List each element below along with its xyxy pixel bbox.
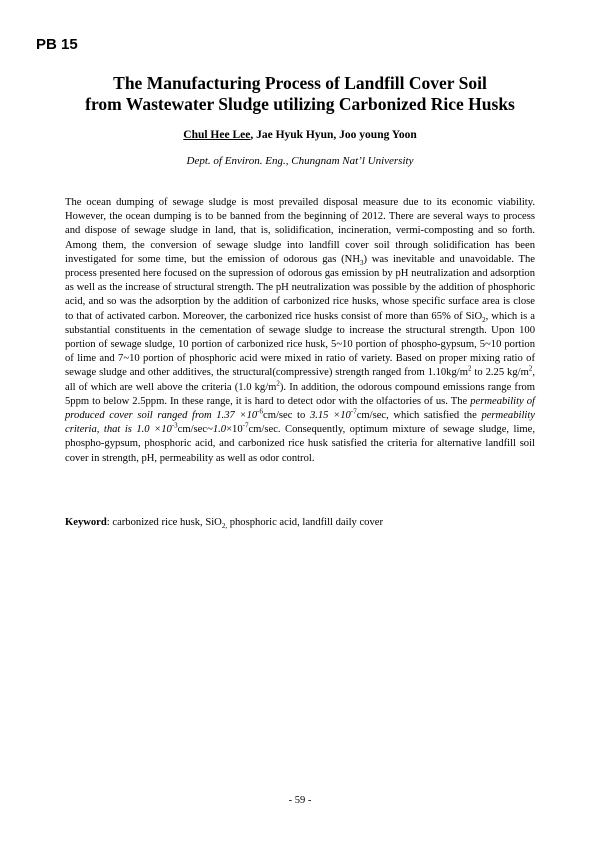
- abstract-text: cm/sec, which satisfied the: [356, 410, 482, 422]
- subscript: 2: [482, 315, 486, 324]
- abstract-text: ). In addition, the odorous compound emissions range from 5ppm to below 2.5ppm. In these range, it is hard to detect odor with the olfactories of us. The: [65, 381, 536, 407]
- author-list: [0, 129, 600, 141]
- title-line-2: from Wastewater Sludge utilizing Carbonized Rice Husks: [85, 94, 515, 114]
- title-line-1: The Manufacturing Process of Landfill Cover Soil: [113, 73, 487, 93]
- abstract-text: , which is a substantial constituents in the cementation of sewage sludge to increase the structural strength. Upon 100 portion of sewage sludge, 10 portion of carbonized rice husk, 5~10 portion of phospho-gypsum, 5~10 portion of lime and 7~10 portion of phosphoric acid were mixed in ratio of variety. Based on proper mixing ratio of sewage sludge and other additives, the structural(compressive) strength ranged from 1.10kg/m: [65, 310, 535, 379]
- co-authors: , Jae Hyuk Hyun, Joo young Yoon: [250, 129, 417, 141]
- keywords: [65, 517, 535, 531]
- abstract-italic: 1.0: [212, 424, 227, 436]
- abstract-text: ×10: [226, 424, 243, 436]
- superscript: -6: [257, 407, 264, 416]
- abstract-text: The ocean dumping of sewage sludge is most prevailed disposal measure due to its economic viability. However, the ocean dumping is to be banned from the beginning of 2012. There are several ways to process and dispose of sewage sludge in land, that is, solidification, incineration, vermi-composting and so forth. Among them, the conversion of sewage sludge into landfill cover soil through solidification has been investigated for some time, but the emission of odorous gas (NH: [65, 197, 535, 265]
- affiliation: Dept. of Environ. Eng., Chungnam Nat’l University: [186, 155, 414, 167]
- abstract-text: cm/sec~: [177, 424, 213, 436]
- superscript: -7: [350, 407, 357, 416]
- abstract-text: cm/sec to: [263, 410, 310, 422]
- superscript: 2: [276, 379, 280, 388]
- abstract-text: cm/sec. Consequently, optimum mixture of sewage sludge, lime, phospho-gypsum, phosphoric acid, and carbonized rice husk satisfied the criteria for alternative landfill soil cover in strength, pH, permeability as well as odor control.: [65, 424, 535, 464]
- abstract-italic: permeability of produced cover soil ranged from 1.37 ×10: [65, 395, 536, 422]
- abstract-text: to 2.25 kg/m: [471, 367, 529, 379]
- keyword-text: phosphoric acid, landfill daily cover: [227, 517, 383, 528]
- session-code: PB 15: [36, 36, 78, 53]
- abstract-text: ) was inevitable and unavoidable. The process presented here focused on the supression of odorous gas emission by pH neutralization and adsorption as well as the increase of structural strength. The pH neutralization was possible by the addition of phosphoric acid, and so was the adsorption by the addition of carbonized rice husks, whose specific surface area is close to that of activated carbon. Moreover, the carbonized rice husks consist of more than 65% of SiO: [65, 253, 536, 322]
- subscript: 2,: [221, 522, 228, 531]
- superscript: 2: [467, 364, 472, 373]
- subscript: 3: [359, 258, 364, 267]
- superscript: -7: [242, 421, 249, 430]
- abstract-body: [65, 196, 535, 466]
- paper-title: [50, 73, 550, 115]
- presenting-author: Chul Hee Lee: [183, 129, 251, 141]
- keyword-text: : carbonized rice husk, SiO: [106, 517, 222, 528]
- page-number: - 59 -: [288, 795, 312, 806]
- keyword-label: Keyword: [65, 517, 107, 528]
- abstract-text: , all of which are well above the criteria (1.0 kg/m: [65, 367, 535, 393]
- abstract-italic: 3.15 ×10: [309, 410, 351, 422]
- abstract-italic: permeability criteria, that is 1.0 ×10: [65, 410, 535, 436]
- superscript: 2: [528, 364, 533, 373]
- superscript: -3: [171, 421, 178, 430]
